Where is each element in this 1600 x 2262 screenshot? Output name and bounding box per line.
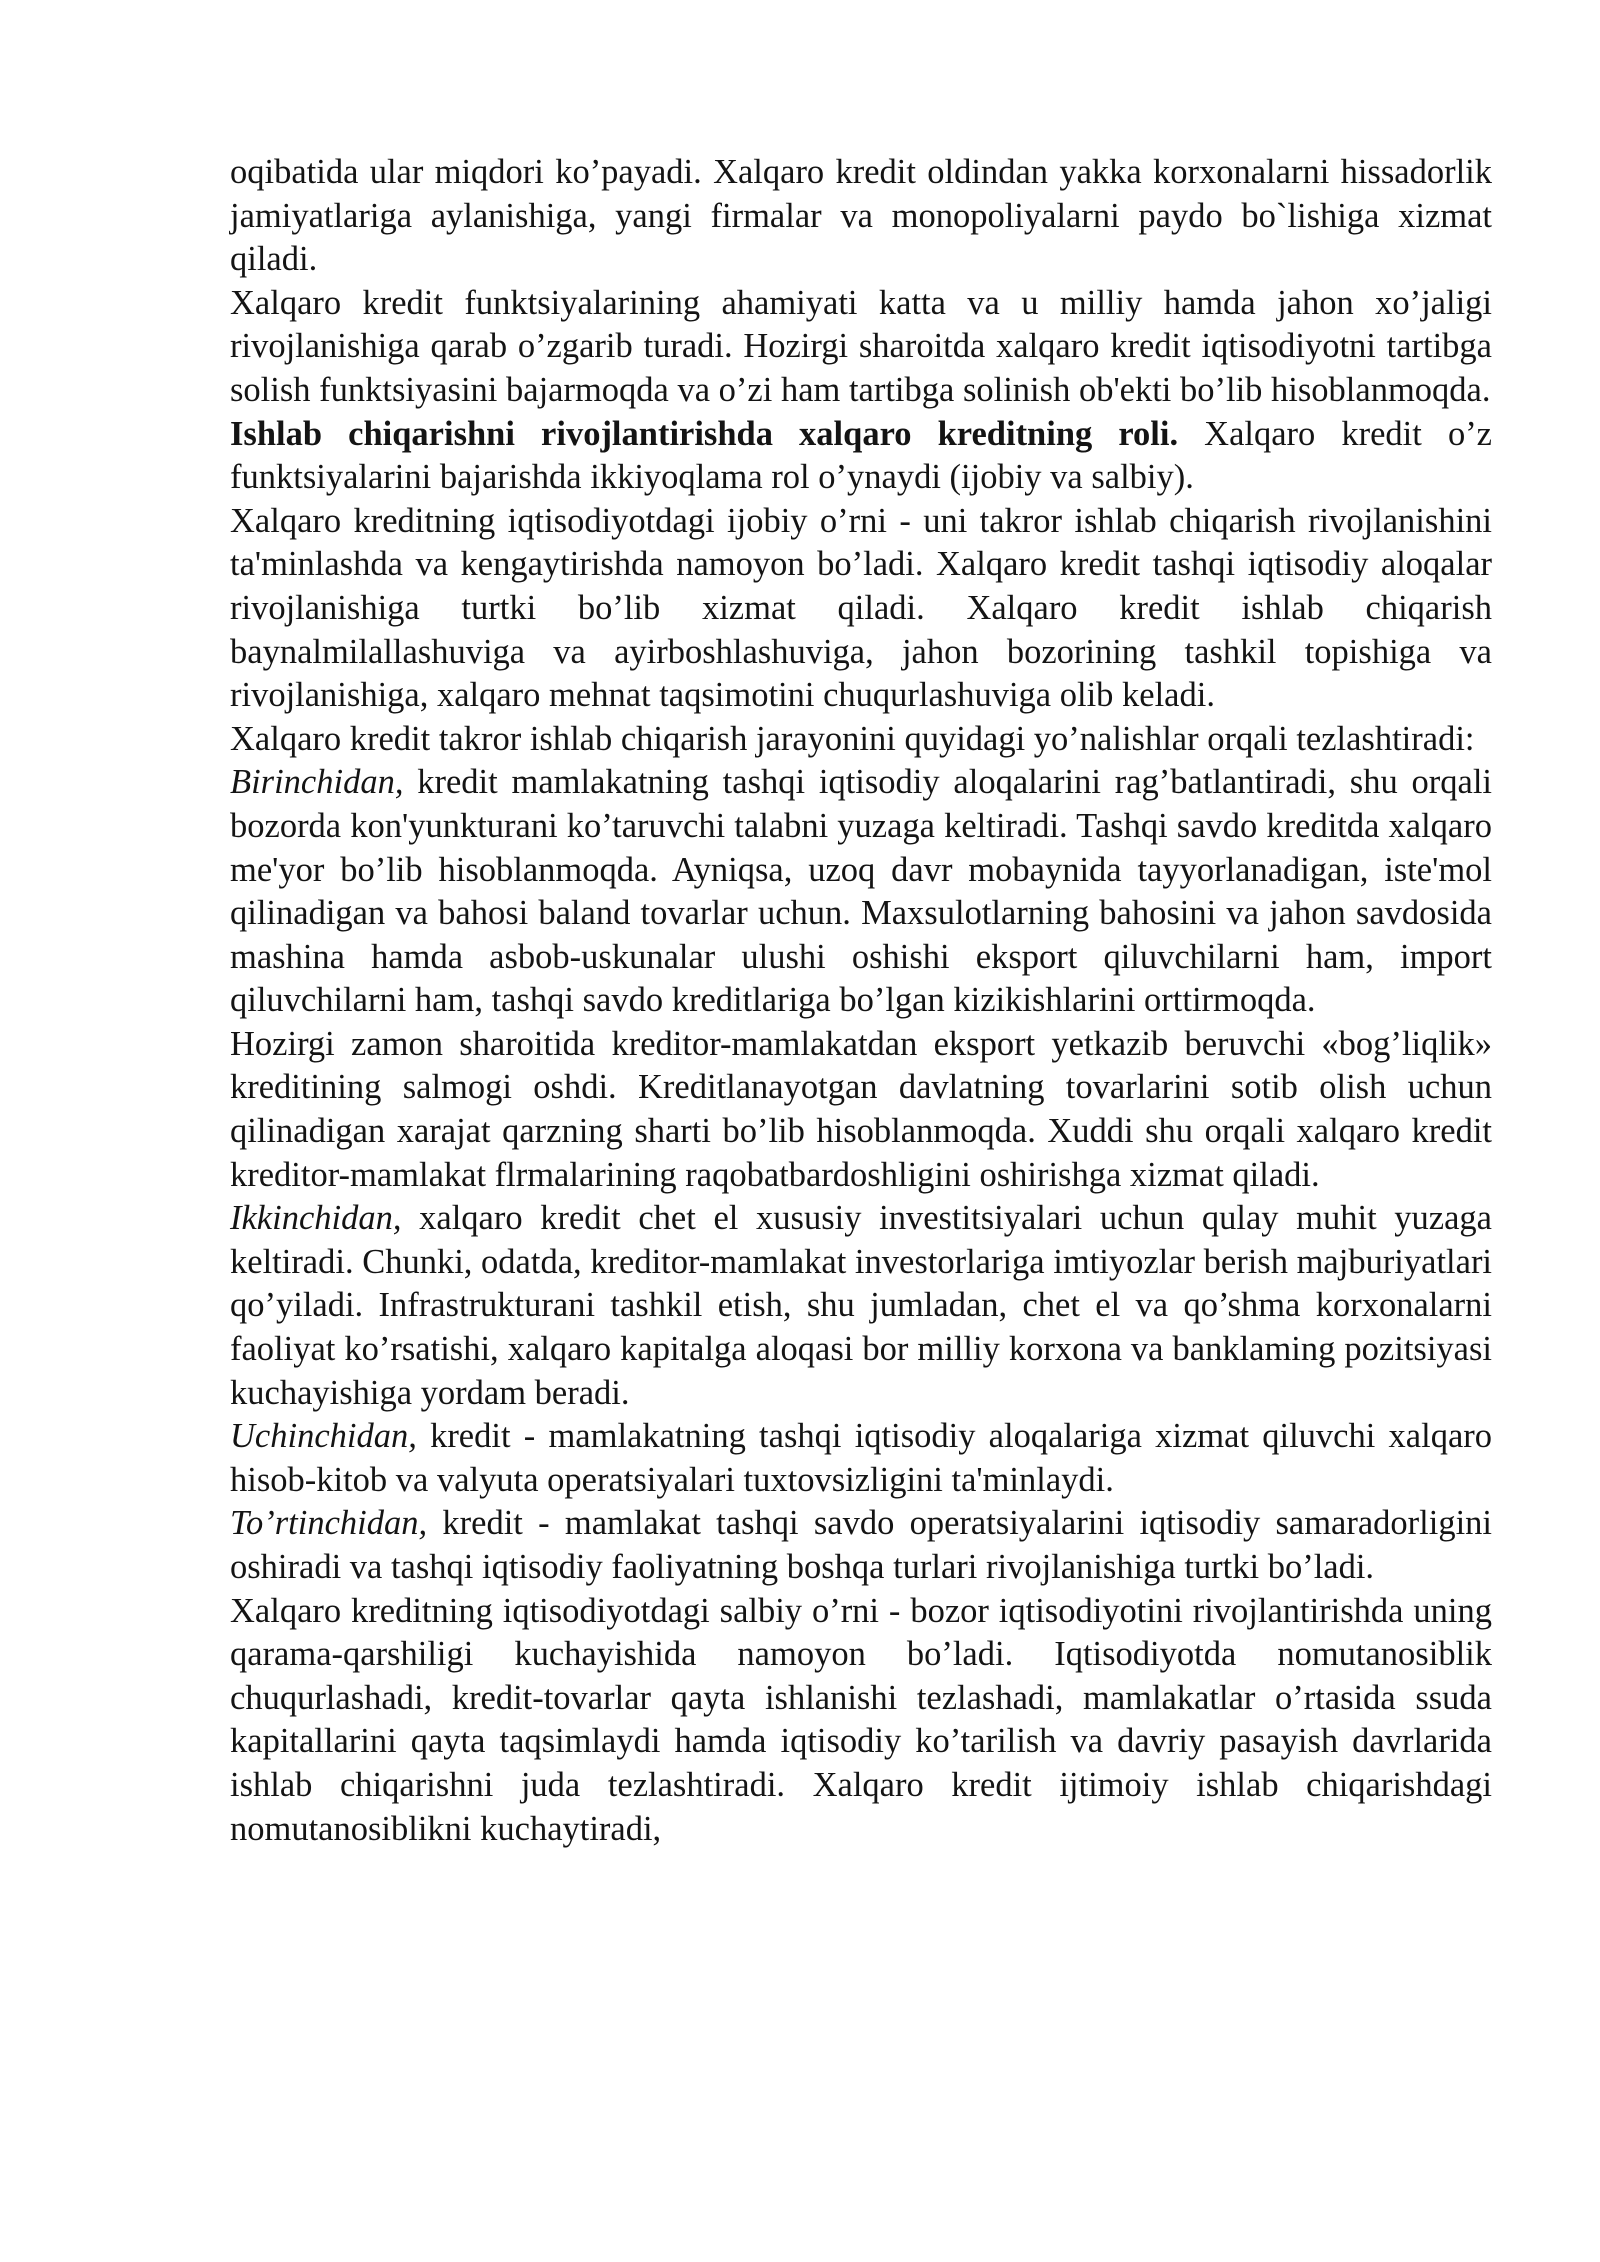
paragraph-6	[230, 761, 1492, 1023]
paragraph-text: xalqaro kredit chet el xususiy investitsiyalari uchun qulay muhit yuzaga keltiradi. Chunki, odatda, kreditor-mamlakat investorlariga imtiyozlar berish majburiyatlari qo’yiladi. Infrastrukturani tashkil etish, shu jumladan, chet el va qo’shma korxonalarni faoliyat ko’rsatishi, xalqaro kapitalga aloqasi bor milliy korxona va banklaming pozitsiyasi kuchayishiga yordam beradi.	[230, 1199, 1493, 1412]
paragraph-text: kredit - mamlakat tashqi savdo operatsiyalarini iqtisodiy samaradorligini oshiradi va tashqi iqtisodiy faoliyatning boshqa turlari rivojlanishiga turtki bo’ladi.	[230, 1504, 1492, 1586]
paragraph-text: Xalqaro kreditning iqtisodiyotdagi ijobiy o’rni - uni takror ishlab chiqarish rivojlanishini ta'minlashda va kengaytirishda namoyon bo’ladi. Xalqaro kredit tashqi iqtisodiy aloqalar rivojlanishiga turtki bo’lib xizmat qiladi. Xalqaro kredit ishlab chiqarish baynalmilallashuviga va ayirboshlashuviga, jahon bozorining tashkil topishiga va rivojlanishiga, xalqaro mehnat taqsimotini chuqurlashuviga olib keladi.	[230, 501, 1492, 715]
section-heading-inline: Ishlab chiqarishni rivojlantirishda xalqaro kreditning roli.	[230, 414, 1179, 453]
paragraph-text: kredit - mamlakatning tashqi iqtisodiy aloqalariga xizmat qiluvchi xalqaro hisob-kitob va valyuta operatsiyalari tuxtovsizligini ta'minlaydi.	[230, 1417, 1492, 1499]
paragraph-text: Xalqaro kredit takror ishlab chiqarish jarayonini quyidagi yo’nalishlar orqali tezlashtiradi:	[230, 719, 1475, 758]
paragraph-lead-italic: Ikkinchidan,	[230, 1199, 402, 1238]
paragraph-3	[230, 413, 1492, 500]
paragraph-4	[230, 500, 1492, 718]
paragraph-5	[230, 718, 1492, 762]
paragraph-text: kredit mamlakatning tashqi iqtisodiy aloqalarini rag’batlantiradi, shu orqali bozorda kon'yunkturani ko’taruvchi talabni yuzaga keltiradi. Tashqi savdo kreditda xalqaro me'yor bo’lib hisoblanmoqda. Ayniqsa, uzoq davr mobaynida tayyorlanadigan, iste'mol qilinadigan va bahosi baland tovarlar uchun. Maxsulotlarning bahosini va jahon savdosida mashina hamda asbob-uskunalar ulushi oshishi eksport qiluvchilarni ham, import qiluvchilarni ham, tashqi savdo kreditlariga bo’lgan kizikishlarini orttirmoqda.	[230, 763, 1492, 1020]
paragraph-text: oqibatida ular miqdori ko’payadi. Xalqaro kredit oldindan yakka korxonalarni hissadorlik jamiyatlariga aylanishiga, yangi firmalar va monopoliyalarni paydo bo`lishiga xizmat qiladi.	[230, 153, 1492, 279]
paragraph-text: Xalqaro kredit o’z funktsiyalarini bajarishda ikkiyoqlama rol o’ynaydi (ijobiy va salbiy).	[230, 414, 1492, 497]
paragraph-9	[230, 1415, 1492, 1502]
paragraph-lead-italic: Birinchidan,	[230, 763, 404, 802]
paragraph-text: Xalqaro kredit funktsiyalarining ahamiyati katta va u milliy hamda jahon xo’jaligi rivojlanishiga qarab o’zgarib turadi. Hozirgi sharoitda xalqaro kredit iqtisodiyotni tartibga solish funktsiyasini bajarmoqda va o’zi ham tartibga solinish ob'ekti bo’lib hisoblanmoqda.	[230, 283, 1492, 409]
paragraph-lead-italic: To’rtinchidan,	[230, 1504, 428, 1543]
paragraph-7	[230, 1023, 1492, 1197]
paragraph-8	[230, 1197, 1492, 1415]
paragraph-lead-italic: Uchinchidan,	[230, 1417, 417, 1456]
paragraph-10	[230, 1502, 1492, 1589]
paragraph-text: Xalqaro kreditning iqtisodiyotdagi salbiy o’rni - bozor iqtisodiyotini rivojlantirishda uning qarama-qarshiligi kuchayishida namoyon bo’ladi. Iqtisodiyotda nomutanosiblik chuqurlashadi, kredit-tovarlar qayta ishlanishi tezlashadi, mamlakatlar o’rtasida ssuda kapitallarini qayta taqsimlaydi hamda iqtisodiy ko’tarilish va davriy pasayish davrlarida ishlab chiqarishni juda tezlashtiradi. Xalqaro kredit ijtimoiy ishlab chiqarishdagi nomutanosiblikni kuchaytiradi,	[230, 1591, 1492, 1848]
paragraph-text: Hozirgi zamon sharoitida kreditor-mamlakatdan eksport yetkazib beruvchi «bog’liqlik» kreditining salmogi oshdi. Kreditlanayotgan davlatning tovarlarini sotib olish uchun qilinadigan xarajat qarzning sharti bo’lib hisoblanmoqda. Xuddi shu orqali xalqaro kredit kreditor-mamlakat flrmalarining raqobatbardoshligini oshirishga xizmat qiladi.	[230, 1024, 1492, 1194]
paragraph-11	[230, 1590, 1492, 1852]
paragraph-1	[230, 151, 1492, 282]
paragraph-2	[230, 282, 1492, 413]
